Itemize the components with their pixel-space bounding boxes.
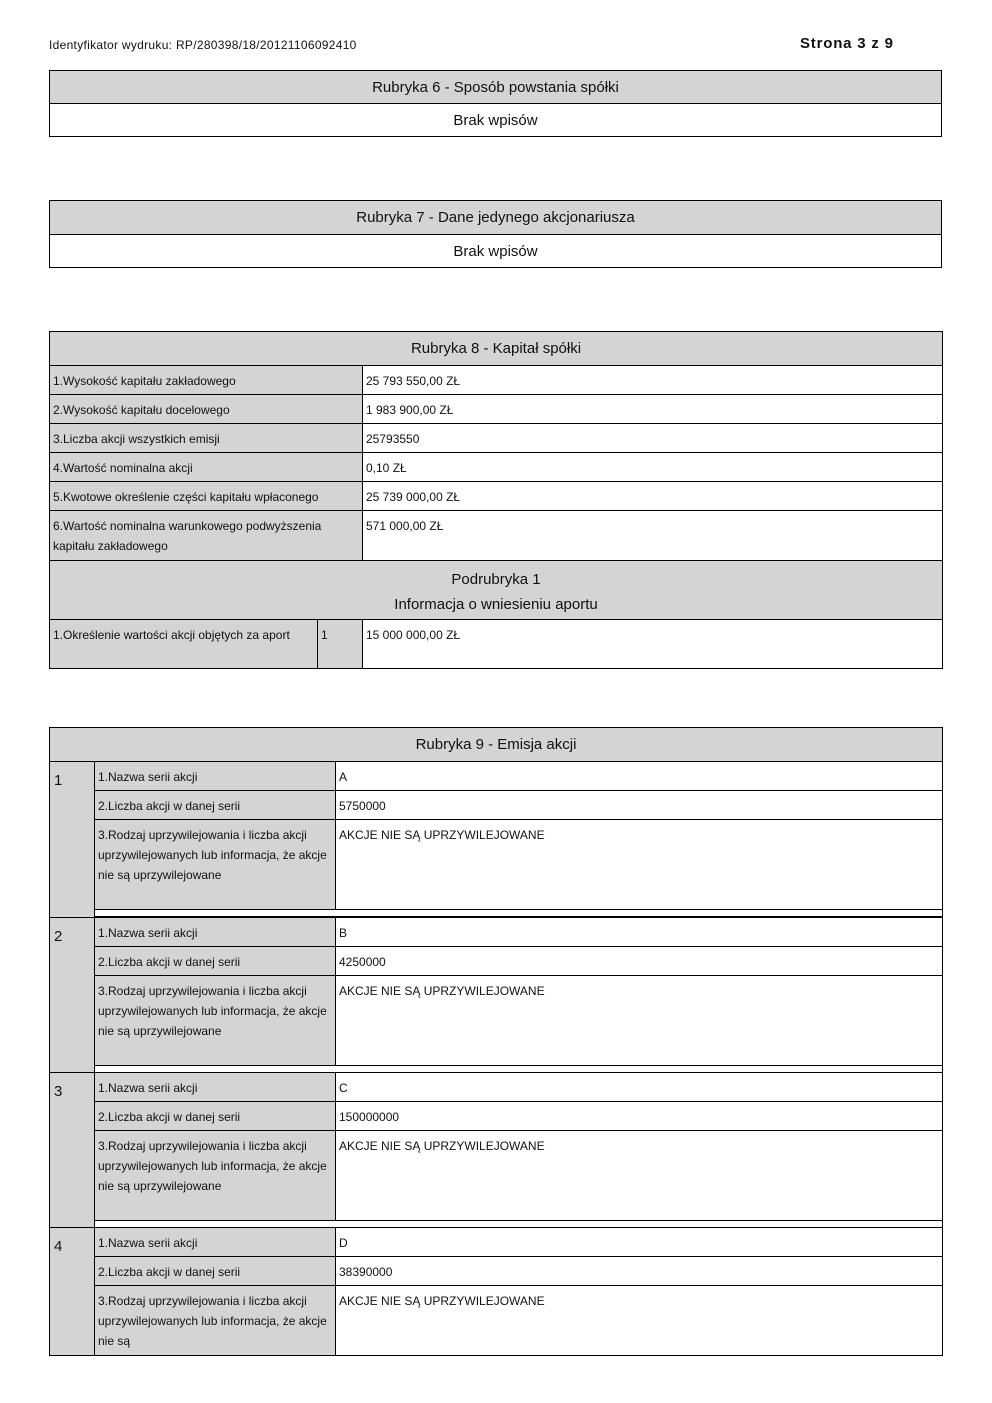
table-row (50, 424, 943, 453)
table-row (50, 917, 943, 947)
series-count-value: 38390000 (336, 1257, 943, 1286)
series-name-value: C (336, 1073, 943, 1102)
capital-value: 1 983 900,00 ZŁ (363, 395, 943, 424)
capital-label: 3.Liczba akcji wszystkich emisji (50, 424, 363, 453)
series-count-label: 2.Liczba akcji w danej serii (95, 1257, 336, 1286)
series-name-label: 1.Nazwa serii akcji (95, 917, 336, 947)
capital-label: 5.Kwotowe określenie części kapitału wpłaconego (50, 482, 363, 511)
series-name-value: D (336, 1228, 943, 1257)
table-row (50, 453, 943, 482)
series-number: 4 (50, 1228, 95, 1356)
capital-label: 1.Wysokość kapitału zakładowego (50, 366, 363, 395)
capital-value: 25793550 (363, 424, 943, 453)
series-separator (95, 1066, 943, 1073)
capital-label: 6.Wartość nominalna warunkowego podwyższenia kapitału zakładowego (50, 511, 363, 561)
series-priv-label: 3.Rodzaj uprzywilejowania i liczba akcji uprzywilejowanych lub informacja, że akcje nie są (95, 1286, 336, 1356)
rubryka-8-title: Rubryka 8 - Kapitał spółki (50, 332, 943, 366)
rubryka-6-title: Rubryka 6 - Sposób powstania spółki (50, 71, 942, 104)
table-row (50, 1228, 943, 1257)
series-priv-label: 3.Rodzaj uprzywilejowania i liczba akcji uprzywilejowanych lub informacja, że akcje nie są uprzywilejowane (95, 820, 336, 910)
rubryka-7-title: Rubryka 7 - Dane jedynego akcjonariusza (50, 201, 942, 235)
series-separator (95, 1221, 943, 1228)
table-row (50, 482, 943, 511)
series-count-label: 2.Liczba akcji w danej serii (95, 1102, 336, 1131)
series-name-value: B (336, 917, 943, 947)
series-name-label: 1.Nazwa serii akcji (95, 1228, 336, 1257)
capital-value: 25 739 000,00 ZŁ (363, 482, 943, 511)
series-priv-value: AKCJE NIE SĄ UPRZYWILEJOWANE (336, 1286, 943, 1356)
series-number: 2 (50, 917, 95, 1073)
table-row (50, 1286, 943, 1356)
rubryka-8-table (49, 331, 943, 669)
aport-index: 1 (318, 620, 363, 669)
series-count-value: 150000000 (336, 1102, 943, 1131)
series-priv-label: 3.Rodzaj uprzywilejowania i liczba akcji uprzywilejowanych lub informacja, że akcje nie są uprzywilejowane (95, 976, 336, 1066)
series-priv-value: AKCJE NIE SĄ UPRZYWILEJOWANE (336, 976, 943, 1066)
capital-value: 25 793 550,00 ZŁ (363, 366, 943, 395)
table-row (50, 1102, 943, 1131)
series-count-label: 2.Liczba akcji w danej serii (95, 791, 336, 820)
subsection-title (50, 561, 943, 620)
table-row (50, 762, 943, 791)
rubryka-9-title: Rubryka 9 - Emisja akcji (50, 728, 943, 762)
rubryka-6-table (49, 70, 942, 137)
table-row (50, 620, 943, 669)
subsection-title-line1: Podrubryka 1 (451, 571, 541, 588)
series-priv-value: AKCJE NIE SĄ UPRZYWILEJOWANE (336, 1131, 943, 1221)
rubryka-7-table (49, 200, 942, 268)
series-name-label: 1.Nazwa serii akcji (95, 1073, 336, 1102)
table-row (50, 1257, 943, 1286)
capital-label: 2.Wysokość kapitału docelowego (50, 395, 363, 424)
table-row (50, 820, 943, 910)
series-priv-label: 3.Rodzaj uprzywilejowania i liczba akcji uprzywilejowanych lub informacja, że akcje nie są uprzywilejowane (95, 1131, 336, 1221)
series-count-label: 2.Liczba akcji w danej serii (95, 947, 336, 976)
table-row (50, 395, 943, 424)
series-name-label: 1.Nazwa serii akcji (95, 762, 336, 791)
series-name-value: A (336, 762, 943, 791)
rubryka-9-table (49, 727, 943, 1356)
table-row (50, 976, 943, 1066)
rubryka-6-content: Brak wpisów (50, 104, 942, 137)
series-number: 3 (50, 1073, 95, 1228)
capital-value: 0,10 ZŁ (363, 453, 943, 482)
capital-label: 4.Wartość nominalna akcji (50, 453, 363, 482)
page-number: Strona 3 z 9 (800, 35, 894, 52)
table-row (50, 511, 943, 561)
table-row (50, 1073, 943, 1102)
series-priv-value: AKCJE NIE SĄ UPRZYWILEJOWANE (336, 820, 943, 910)
series-number: 1 (50, 762, 95, 918)
aport-value: 15 000 000,00 ZŁ (363, 620, 943, 669)
series-count-value: 5750000 (336, 791, 943, 820)
rubryka-7-content: Brak wpisów (50, 235, 942, 268)
table-row (50, 366, 943, 395)
subsection-title-line2: Informacja o wniesieniu aportu (394, 596, 598, 613)
aport-label: 1.Określenie wartości akcji objętych za aport (50, 620, 318, 669)
series-separator (95, 910, 943, 918)
capital-value: 571 000,00 ZŁ (363, 511, 943, 561)
table-row (50, 1131, 943, 1221)
print-identifier: Identyfikator wydruku: RP/280398/18/20121106092410 (49, 38, 357, 52)
table-row (50, 947, 943, 976)
series-count-value: 4250000 (336, 947, 943, 976)
table-row (50, 791, 943, 820)
